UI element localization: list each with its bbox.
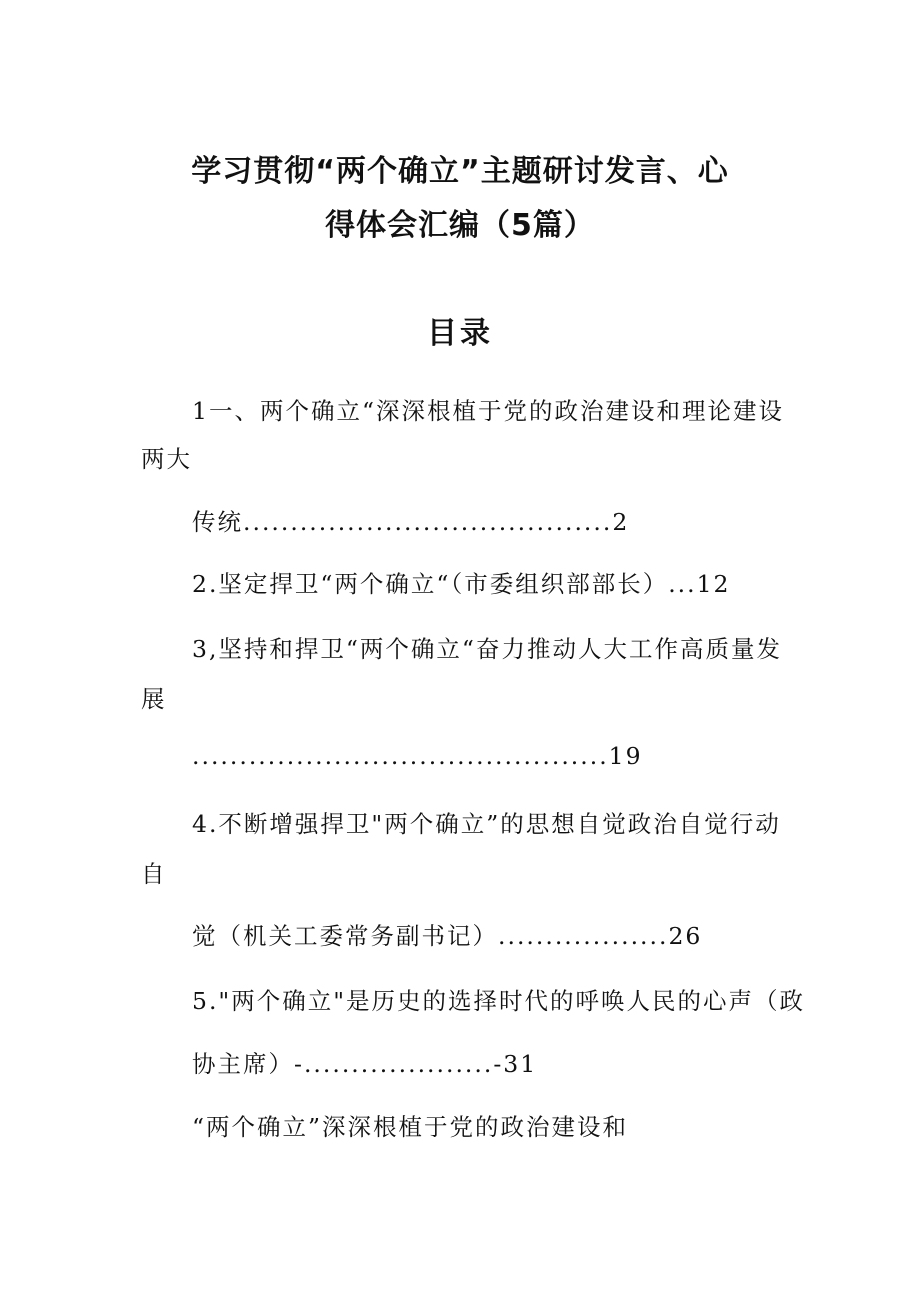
body-section-start: “两个确立”深深根植于党的政治建设和 — [192, 1113, 629, 1141]
toc-entry-2-line-1: 2.坚定捍卫“两个确立“（市委组织部部长）...12 — [192, 570, 731, 598]
toc-entry-1-line-2: 两大 — [141, 445, 192, 473]
toc-entry-4-line-1: 4.不断增强捍卫"两个确立”的思想自觉政治自觉行动 — [192, 810, 781, 838]
toc-entry-4-line-2: 自 — [141, 860, 167, 888]
toc-entry-3-line-3: ............................................19 — [192, 742, 643, 770]
toc-entry-5-line-2: 协主席）-....................-31 — [192, 1050, 538, 1078]
toc-entry-5-line-1: 5."两个确立"是历史的选择时代的呼唤人民的心声（政 — [192, 987, 806, 1015]
document-title-line-2: 得体会汇编（5篇） — [325, 208, 595, 243]
toc-entry-4-line-3: 觉（机关工委常务副书记）..................26 — [192, 922, 703, 950]
toc-entry-3-line-1: 3,坚持和捍卫“两个确立“奋力推动人大工作高质量发 — [192, 635, 782, 663]
document-title-line-1: 学习贯彻“两个确立”主题研讨发言、心 — [191, 154, 729, 189]
toc-entry-1-line-1: 1一、两个确立“深深根植于党的政治建设和理论建设 — [192, 397, 784, 425]
toc-heading: 目录 — [427, 316, 493, 351]
toc-entry-1-line-3: 传统.......................................2 — [192, 508, 630, 536]
toc-entry-3-line-2: 展 — [141, 685, 167, 713]
